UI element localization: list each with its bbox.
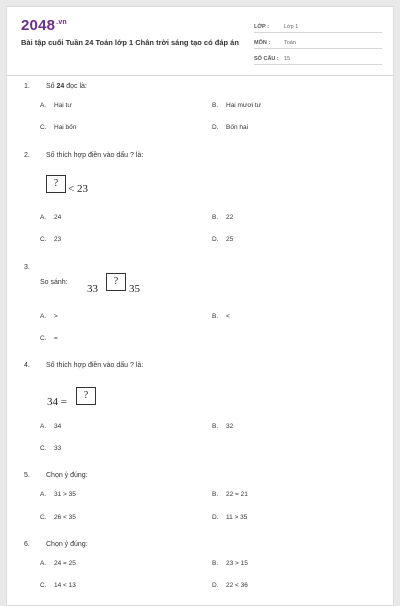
- option-3b[interactable]: [212, 313, 230, 320]
- option-letter: C.: [40, 582, 47, 589]
- option-5d[interactable]: [212, 514, 247, 521]
- option-4a[interactable]: [40, 423, 61, 430]
- option-text: 24: [54, 214, 62, 221]
- question-text-pre: Số: [46, 83, 57, 90]
- meta-key: SỐ CÂU :: [254, 56, 279, 62]
- option-letter: B.: [212, 491, 219, 498]
- math-left: 34 =: [47, 396, 67, 408]
- option-text: 24 = 25: [54, 560, 76, 567]
- option-1d[interactable]: [212, 124, 248, 131]
- question-number: 4.: [24, 362, 30, 369]
- option-text: >: [54, 313, 58, 320]
- option-letter: B.: [212, 560, 219, 567]
- option-2c[interactable]: [40, 236, 61, 243]
- option-text: 14 < 13: [54, 582, 76, 589]
- question-text-post: đọc là:: [64, 83, 87, 90]
- option-text: Hai mươi tư: [226, 102, 261, 109]
- option-text: 22 < 36: [226, 582, 248, 589]
- option-text: Hai bốn: [54, 124, 77, 131]
- question-text: Số thích hợp điền vào dấu ? là:: [46, 152, 144, 159]
- answer-box: ?: [46, 175, 66, 193]
- option-6a[interactable]: [40, 560, 76, 567]
- meta-key: MÔN :: [254, 40, 271, 46]
- meta-info: [254, 17, 382, 65]
- meta-row-class: [254, 17, 382, 33]
- option-letter: A.: [40, 214, 47, 221]
- document-page: [6, 6, 394, 606]
- option-letter: A.: [40, 491, 47, 498]
- option-2d[interactable]: [212, 236, 233, 243]
- option-text: Bốn hai: [226, 124, 249, 131]
- option-letter: A.: [40, 313, 47, 320]
- meta-key: LỚP :: [254, 24, 269, 30]
- option-text: 23: [54, 236, 62, 243]
- option-letter: C.: [40, 335, 47, 342]
- math-expression: < 23: [68, 183, 88, 195]
- option-3c[interactable]: [40, 335, 58, 342]
- option-3a[interactable]: [40, 313, 58, 320]
- option-letter: A.: [40, 560, 47, 567]
- option-text: <: [226, 313, 230, 320]
- option-6d[interactable]: [212, 582, 248, 589]
- option-letter: D.: [212, 124, 219, 131]
- option-6b[interactable]: [212, 560, 248, 567]
- option-letter: B.: [212, 423, 219, 430]
- option-letter: C.: [40, 124, 47, 131]
- option-text: 25: [226, 236, 234, 243]
- option-letter: B.: [212, 214, 219, 221]
- option-text: 33: [54, 445, 62, 452]
- option-1c[interactable]: [40, 124, 76, 131]
- option-text: 22 = 21: [226, 491, 248, 498]
- meta-value: Lớp 1: [284, 24, 299, 30]
- question-text: Chọn ý đúng:: [46, 541, 88, 548]
- option-text: 22: [226, 214, 234, 221]
- question-text: [46, 83, 87, 90]
- math-right: 35: [129, 283, 140, 295]
- option-6c[interactable]: [40, 582, 76, 589]
- option-letter: D.: [212, 514, 219, 521]
- header-divider: [7, 75, 393, 76]
- question-number: 1.: [24, 83, 30, 90]
- option-1b[interactable]: [212, 102, 261, 109]
- option-5a[interactable]: [40, 491, 76, 498]
- logo-text: 2048: [21, 17, 56, 34]
- answer-box: ?: [106, 273, 126, 291]
- meta-row-count: [254, 49, 382, 65]
- option-letter: D.: [212, 236, 219, 243]
- option-text: 31 > 35: [54, 491, 76, 498]
- option-4c[interactable]: [40, 445, 61, 452]
- question-number: 6.: [24, 541, 30, 548]
- option-5b[interactable]: [212, 491, 248, 498]
- site-logo[interactable]: [21, 17, 67, 34]
- question-number: 5.: [24, 472, 30, 479]
- option-letter: D.: [212, 582, 219, 589]
- option-1a[interactable]: [40, 102, 72, 109]
- option-letter: B.: [212, 102, 219, 109]
- meta-value: 15: [284, 56, 291, 62]
- meta-row-subject: [254, 33, 382, 49]
- option-letter: A.: [40, 102, 47, 109]
- question-text: So sánh:: [40, 279, 68, 286]
- logo-suffix: .vn: [56, 19, 67, 26]
- question-number: 2.: [24, 152, 30, 159]
- option-letter: C.: [40, 445, 47, 452]
- option-2a[interactable]: [40, 214, 61, 221]
- option-letter: C.: [40, 514, 47, 521]
- answer-box: ?: [76, 387, 96, 405]
- question-text: Chọn ý đúng:: [46, 472, 88, 479]
- option-text: 23 > 15: [226, 560, 248, 567]
- option-letter: C.: [40, 236, 47, 243]
- option-text: 11 > 35: [226, 514, 248, 521]
- meta-value: Toán: [284, 40, 296, 46]
- option-letter: B.: [212, 313, 219, 320]
- document-header: [7, 7, 393, 71]
- option-text: 32: [226, 423, 234, 430]
- option-5c[interactable]: [40, 514, 76, 521]
- question-text: Số thích hợp điền vào dấu ? là:: [46, 362, 144, 369]
- option-text: 34: [54, 423, 62, 430]
- option-2b[interactable]: [212, 214, 233, 221]
- option-text: =: [54, 335, 58, 342]
- option-4b[interactable]: [212, 423, 233, 430]
- question-text-bold: 24: [56, 83, 65, 90]
- question-number: 3.: [24, 264, 30, 271]
- option-text: Hai tư: [54, 102, 72, 109]
- document-title: Bài tập cuối Tuần 24 Toán lớp 1 Chân trời sáng tạo có đáp án: [21, 38, 239, 47]
- option-letter: A.: [40, 423, 47, 430]
- option-text: 26 < 35: [54, 514, 76, 521]
- math-left: 33: [87, 283, 98, 295]
